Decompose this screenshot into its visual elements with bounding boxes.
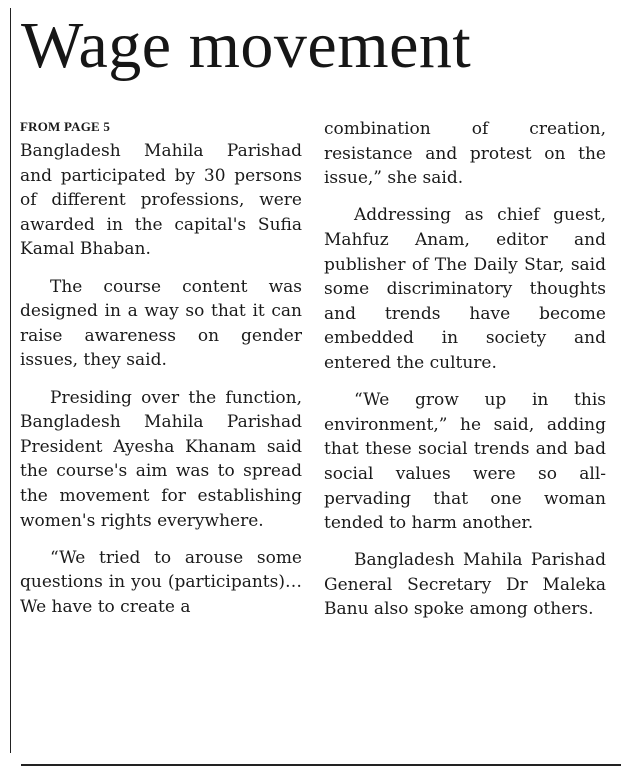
column-rule <box>10 8 11 753</box>
bottom-rule <box>21 764 621 766</box>
article-column-left <box>20 115 302 632</box>
paragraph: Bangladesh Mahila Parishad General Secretary Dr Maleka Banu also spoke among others. <box>324 550 606 620</box>
paragraph: “We tried to arouse some questions in you (participants)…We have to create a <box>20 547 302 617</box>
paragraph: “We grow up in this environment,” he said, adding that these social trends and bad social values were so all-pervading that one woman tended to harm another. <box>324 390 606 534</box>
paragraph: Bangladesh Mahila Parishad and participated by 30 persons of different professions, were awarded in the capital's Sufia Kamal Bhaban. <box>20 141 302 260</box>
continued-from-label: FROM PAGE 5 <box>20 119 111 134</box>
paragraph: combination of creation, resistance and protest on the issue,” she said. <box>324 119 606 189</box>
paragraph: The course content was designed in a way so that it can raise awareness on gender issues, they said. <box>20 276 302 371</box>
paragraph: Addressing as chief guest, Mahfuz Anam, editor and publisher of The Daily Star, said some discriminatory thoughts and trends have become embedded in society and entered the culture. <box>324 205 606 373</box>
headline: Wage movement <box>21 9 472 82</box>
article-column-right <box>324 117 606 635</box>
paragraph: Presiding over the function, Bangladesh Mahila Parishad President Ayesha Khanam said the course's aim was to spread the movement for establishing women's rights everywhere. <box>20 387 302 531</box>
